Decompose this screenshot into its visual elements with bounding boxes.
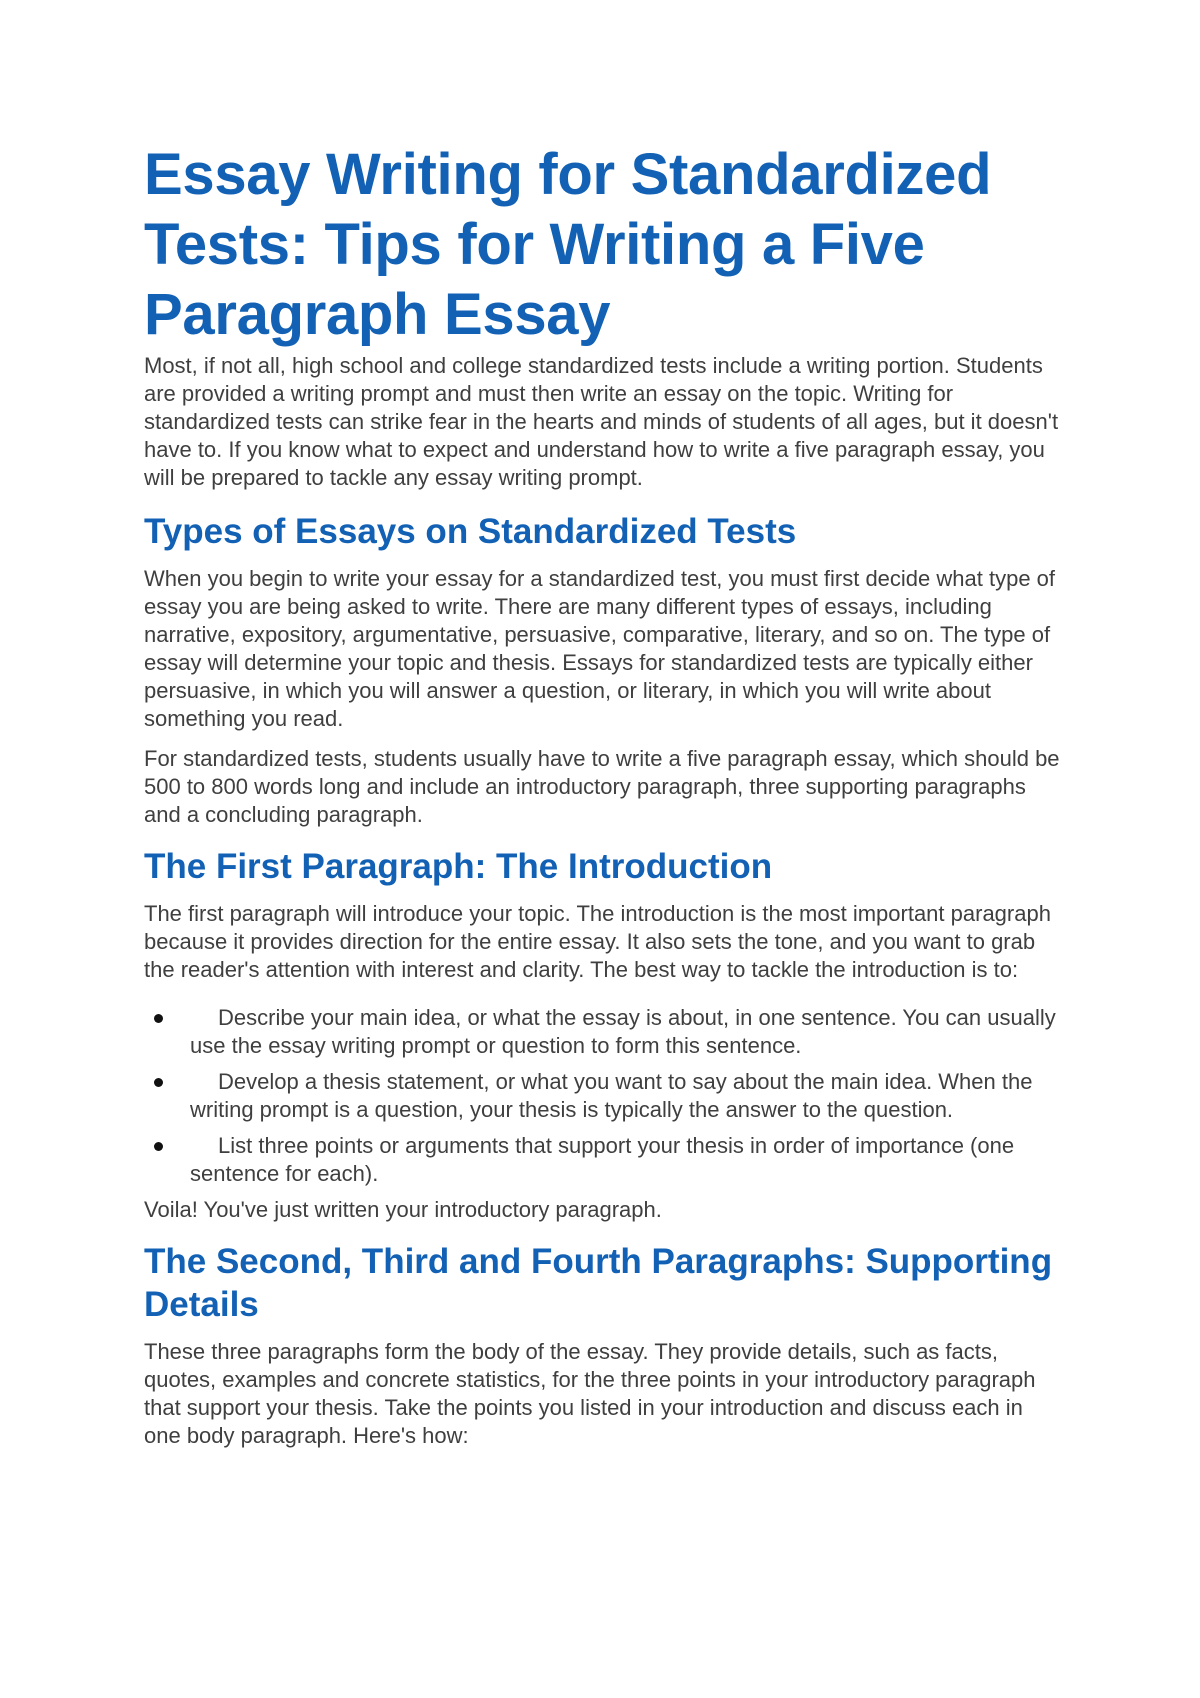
list-item-text: Develop a thesis statement, or what you want to say about the main idea. When the writing prompt is a question, your thesis is typically the answer to the question.	[190, 1069, 1033, 1122]
section-heading: The First Paragraph: The Introduction	[144, 847, 773, 886]
section-first-paragraph	[144, 845, 1064, 1224]
list-item	[144, 1132, 1064, 1188]
section-supporting-details	[144, 1240, 1064, 1450]
section-paragraph: The first paragraph will introduce your topic. The introduction is the most important paragraph because it provides direction for the entire essay. It also sets the tone, and you want to grab the reader's attention with interest and clarity. The best way to tackle the introduction is to:	[144, 901, 1051, 982]
document-page	[144, 140, 1064, 1450]
section-heading: The Second, Third and Fourth Paragraphs: Supporting Details	[144, 1242, 1053, 1324]
intro-paragraph: Most, if not all, high school and college standardized tests include a writing portion. Students are provided a writing prompt and must then write an essay on the topic. Writing for standardized tests can strike fear in the hearts and minds of students of all ages, but it doesn't have to. If you know what to expect and understand how to write a five paragraph essay, you will be prepared to tackle any essay writing prompt.	[144, 353, 1059, 490]
bullet-list	[144, 1004, 1064, 1188]
bullet-dot-icon	[154, 1142, 163, 1151]
bullet-dot-icon	[154, 1078, 163, 1087]
list-item	[144, 1068, 1064, 1124]
list-item-text: Describe your main idea, or what the essay is about, in one sentence. You can usually use the essay writing prompt or question to form this sentence.	[190, 1005, 1056, 1058]
section-heading: Types of Essays on Standardized Tests	[144, 512, 797, 551]
section-paragraph: For standardized tests, students usually have to write a five paragraph essay, which should be 500 to 800 words long and include an introductory paragraph, three supporting paragraphs and a concluding paragraph.	[144, 746, 1060, 827]
section-paragraph: These three paragraphs form the body of the essay. They provide details, such as facts, quotes, examples and concrete statistics, for the three points in your introductory paragraph that support your thesis. Take the points you listed in your introduction and discuss each in one body paragraph. Here's how:	[144, 1339, 1036, 1448]
document-title: Essay Writing for Standardized Tests: Tips for Writing a Five Paragraph Essay	[144, 142, 992, 347]
section-paragraph: When you begin to write your essay for a standardized test, you must first decide what type of essay you are being asked to write. There are many different types of essays, including narrative, expository, argumentative, persuasive, comparative, literary, and so on. The type of essay will determine your topic and thesis. Essays for standardized tests are typically either persuasive, in which you will answer a question, or literary, in which you will write about something you read.	[144, 566, 1056, 731]
closing-paragraph: Voila! You've just written your introductory paragraph.	[144, 1197, 662, 1222]
list-item-text: List three points or arguments that support your thesis in order of importance (one sentence for each).	[190, 1133, 1015, 1186]
section-types-of-essays	[144, 510, 1064, 829]
bullet-dot-icon	[154, 1014, 163, 1023]
list-item	[144, 1004, 1064, 1060]
